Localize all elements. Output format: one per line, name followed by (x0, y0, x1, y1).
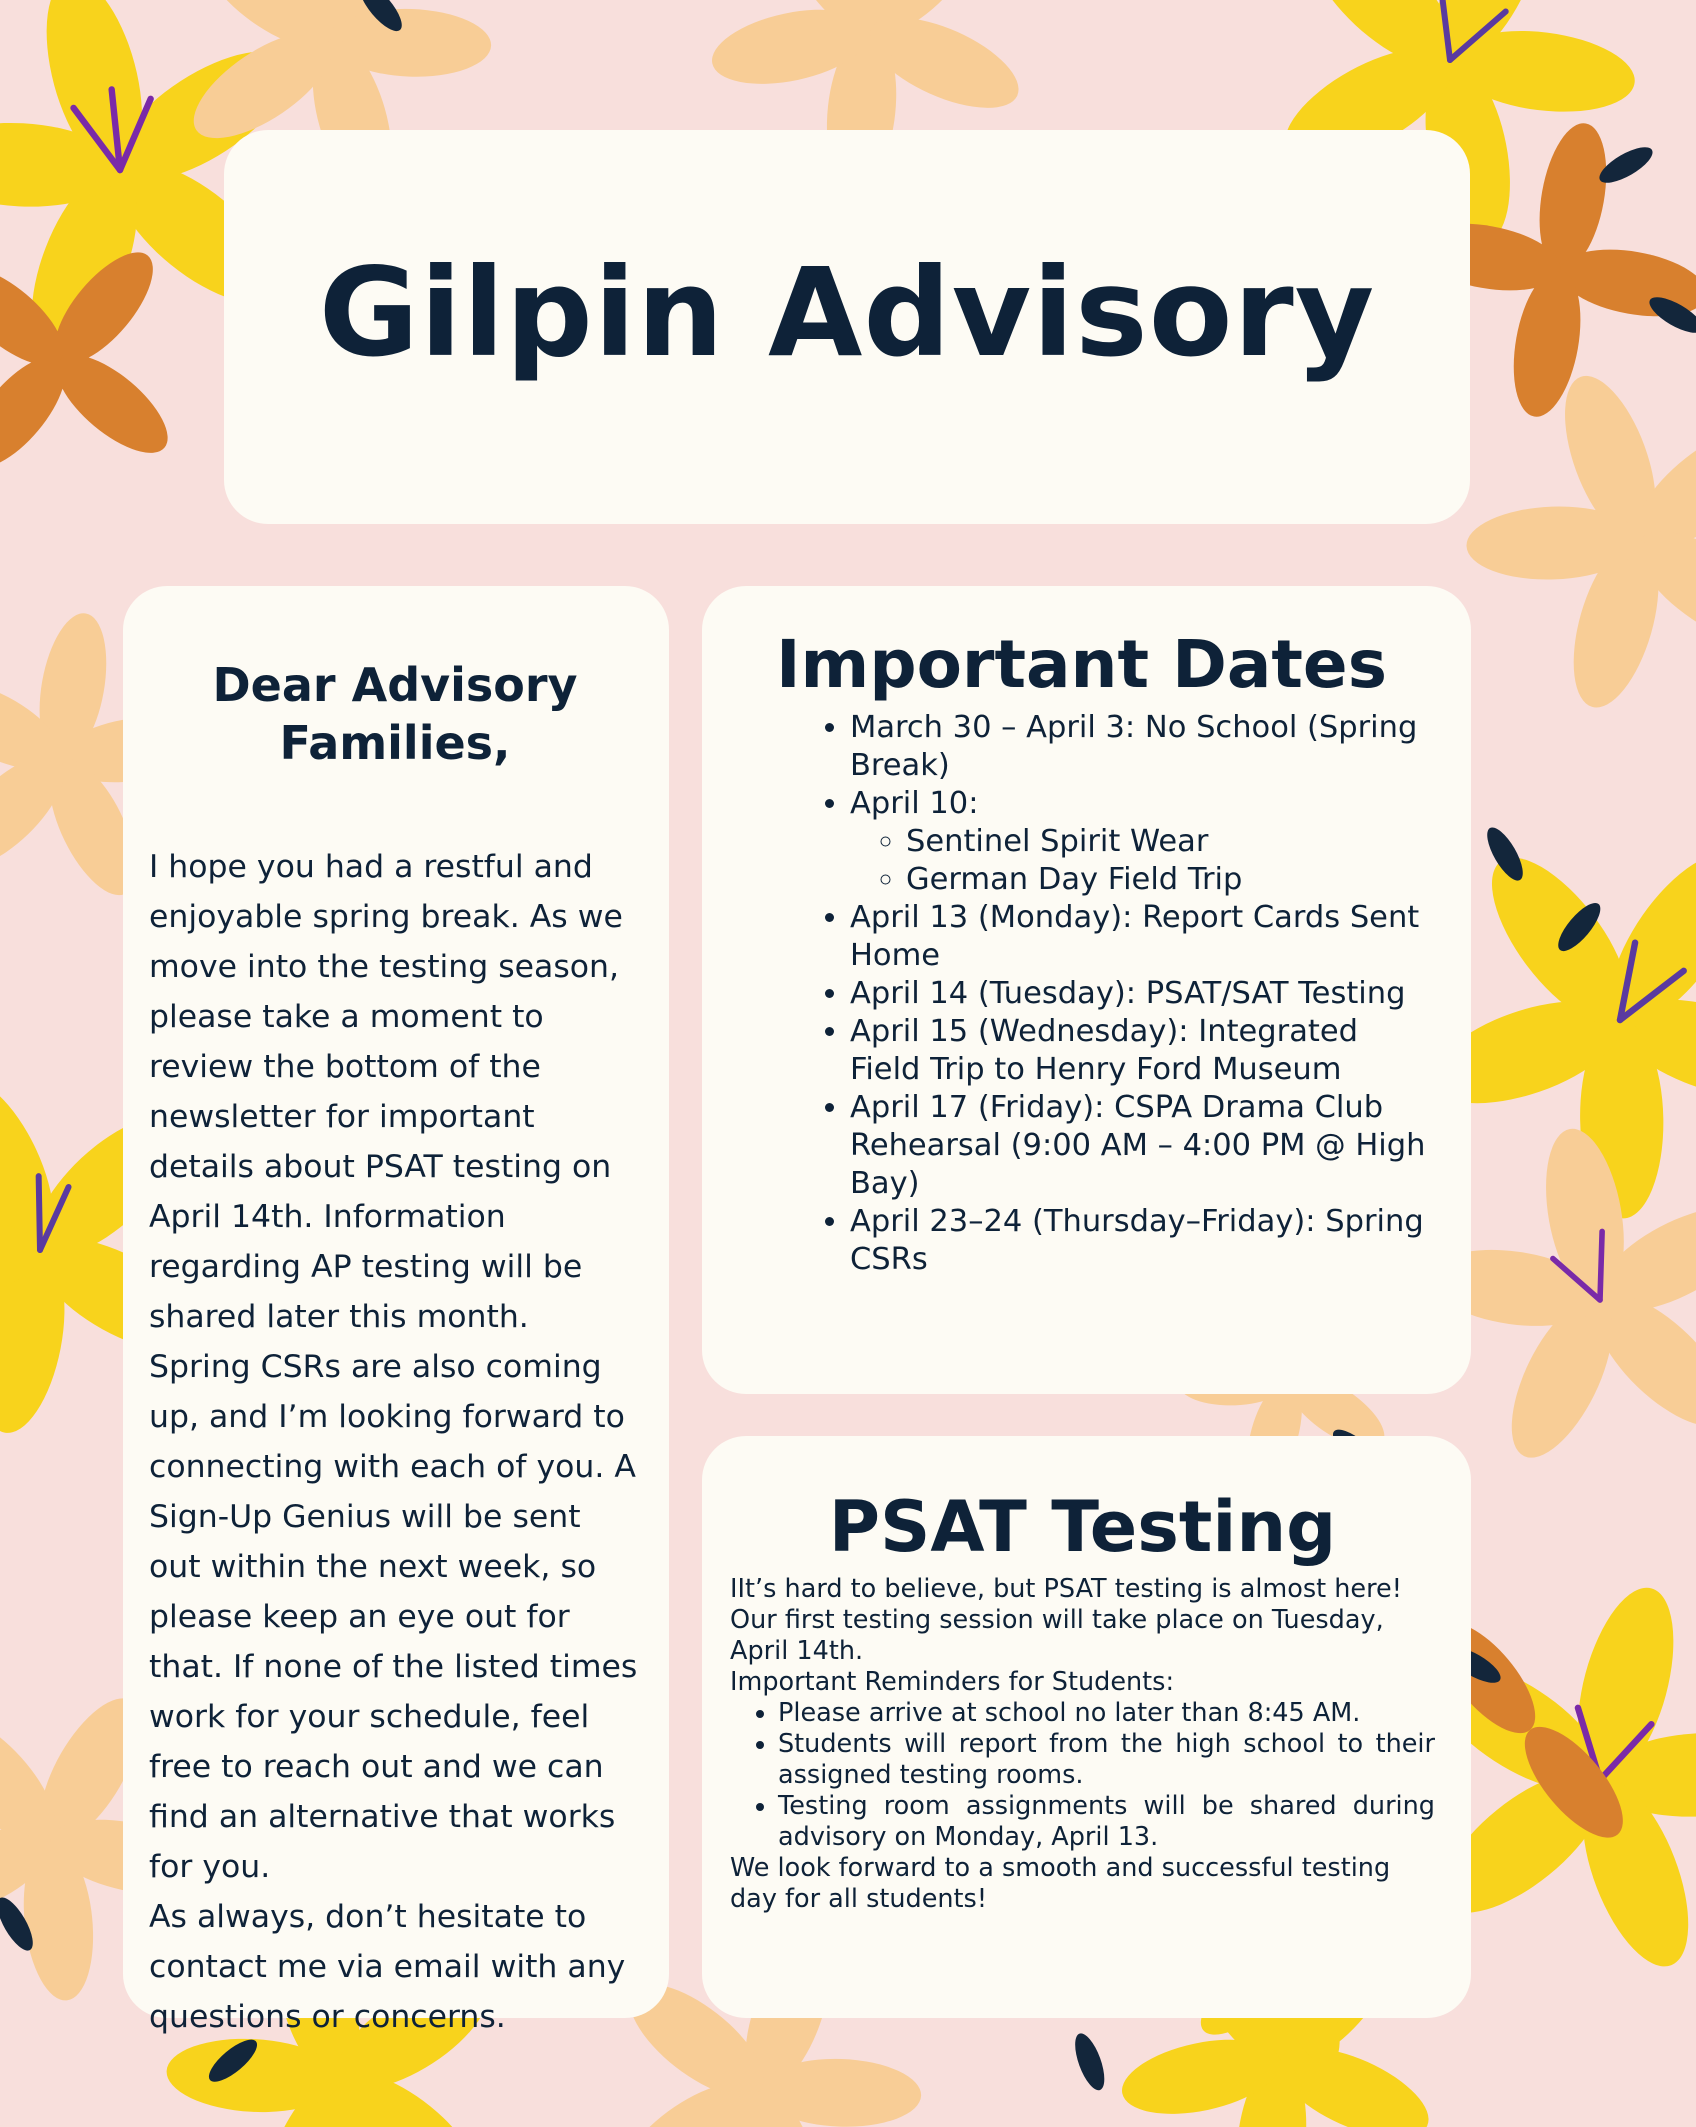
psat-reminders-label: Important Reminders for Students: (730, 1667, 1175, 1697)
list-item: • Testing room assignments will be shared during advisory on Monday, April 13. (778, 1791, 1435, 1853)
psat-intro: IIt’s hard to believe, but PSAT testing is almost here! Our first testing session will take place on Tuesday, April 14th. (730, 1574, 1402, 1666)
letter-paragraph-2: Spring CSRs are also coming up, and I’m looking forward to connecting with each of you. A Sign-Up Genius will be sent out within the next week, so please keep an eye out for that. If none of the listed times work for your schedule, feel free to reach out and we can find an alternative that works for you. (149, 1349, 638, 1885)
sub-list-item: ◦ German Day Field Trip (906, 861, 1431, 899)
list-item: • April 17 (Friday): CSPA Drama Club Rehearsal (9:00 AM – 4:00 PM @ High Bay) (850, 1089, 1431, 1203)
list-item-label: April 10: (850, 786, 979, 821)
newsletter-title: Gilpin Advisory (318, 242, 1376, 384)
letter-card (123, 586, 669, 2035)
sub-list (850, 823, 1431, 899)
list-item: • April 14 (Tuesday): PSAT/SAT Testing (850, 975, 1431, 1013)
list-item (850, 785, 1431, 899)
letter-paragraph-3: As always, don’t hesitate to contact me via email with any questions or concerns. (149, 1899, 626, 2035)
psat-reminders-list (730, 1698, 1435, 1853)
list-item: • April 15 (Wednesday): Integrated Field Trip to Henry Ford Museum (850, 1013, 1431, 1089)
title-card (224, 130, 1470, 524)
psat-testing-card (702, 1436, 1471, 2018)
list-item: • Please arrive at school no later than 8:45 AM. (778, 1698, 1435, 1729)
sub-list-item: ◦ Sentinel Spirit Wear (906, 823, 1431, 861)
psat-heading: PSAT Testing (828, 1486, 1337, 1568)
list-item: • April 23–24 (Thursday–Friday): Spring CSRs (850, 1203, 1431, 1279)
important-dates-card (702, 586, 1471, 1394)
psat-closing: We look forward to a smooth and successful testing day for all students! (730, 1853, 1391, 1914)
list-item: • Students will report from the high school to their assigned testing rooms. (778, 1729, 1435, 1791)
list-item: • March 30 – April 3: No School (Spring Break) (850, 709, 1431, 785)
letter-paragraph-1: I hope you had a restful and enjoyable spring break. As we move into the testing season, please take a moment to review the bottom of the newsletter for important details about PSAT testing on April 14th. Information regarding AP testing will be shared later this month. (149, 849, 623, 1335)
important-dates-list (732, 709, 1431, 1279)
important-dates-heading: Important Dates (776, 626, 1387, 703)
letter-heading: Dear Advisory Families, (212, 658, 578, 770)
list-item: • April 13 (Monday): Report Cards Sent Home (850, 899, 1431, 975)
